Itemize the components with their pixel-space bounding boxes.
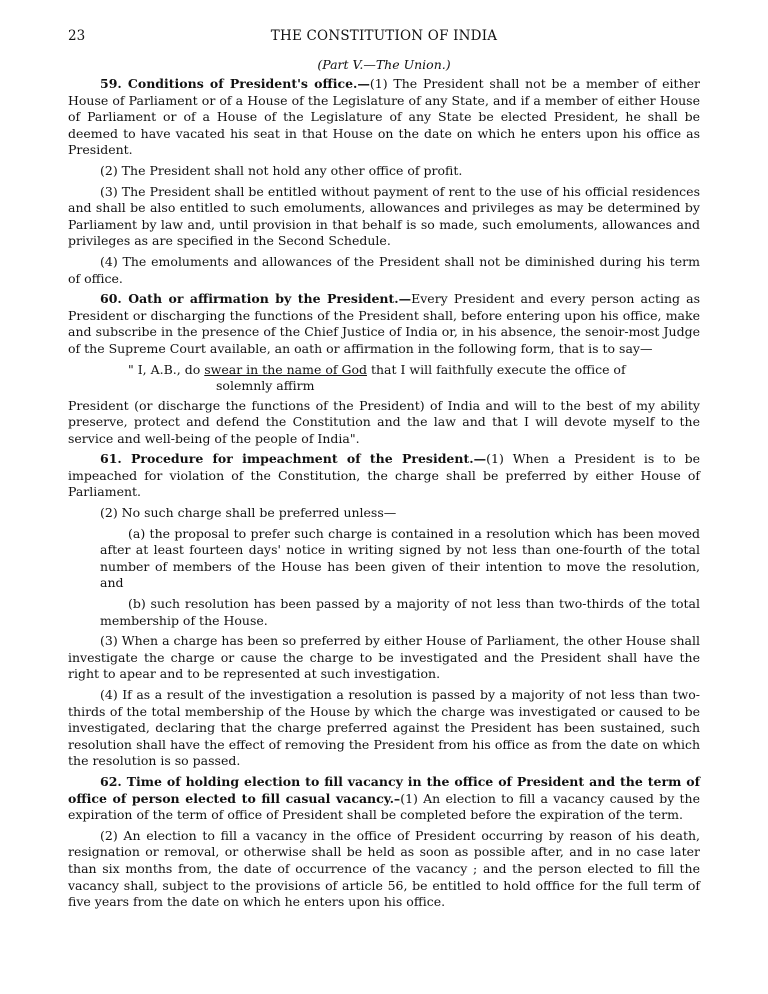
oath-continuation: President (or discharge the functions of the President) of India and will to the best of my ability preserve, protect and defend the Constitution and the law and that I will devote myself to the service and well-being of the people of India".	[68, 397, 700, 446]
oath-prefix: " I, A.B., do	[128, 361, 201, 377]
article-59-clause-2: (2) The President shall not hold any other office of profit.	[100, 162, 463, 178]
article-60-heading: 60. Oath or affirmation by the President.—	[100, 291, 412, 307]
article-59-heading: 59. Conditions of President's office.—	[100, 76, 370, 91]
article-61-clause-2: (2) No such charge shall be preferred unless—	[100, 505, 397, 521]
page-header	[68, 22, 700, 44]
oath-rest: that I will faithfully execute the office of	[370, 361, 626, 377]
oath-line	[128, 362, 700, 377]
article-62-clause-2: (2) An election to fill a vacancy in the office of President occurring by reason of his death, resignation or removal, or otherwise shall be held as soon as possible after, and in no case later than six months from, the date of occurrence of the vacancy ; and the person elected to fill the vacancy shall, subject to the provisions of article 56, be entitled to hold offfice for the full term of five years from the date on which he enters upon his office.	[68, 827, 700, 910]
article-59-clause-4: (4) The emoluments and allowances of the President shall not be diminished during his term of office.	[68, 253, 700, 286]
running-title: THE CONSTITUTION OF INDIA	[270, 28, 498, 44]
article-59-clause-3: (3) The President shall be entitled without payment of rent to the use of his official residences and shall be also entitled to such emoluments, allowances and privileges as may be determined by Parliament by law and, until provision in that behalf is so made, such emoluments, allowances and privileges as are specified in the Second Schedule.	[68, 183, 700, 249]
article-62-heading: 62. Time of holding election to fill vacancy in the office of President and the term of office of person elected to fill casual vacancy.–	[68, 773, 700, 806]
article-61-clause-1	[68, 451, 700, 501]
article-61-clause-4: (4) If as a result of the investigation a resolution is passed by a majority of not less than two-thirds of the total membership of the House by which the charge was investigated or caused to be investigated, declaring that the charge preferred against the President has been sustained, such resolution shall have the effect of removing the President from his office as from the date on which the resolution is so passed.	[68, 687, 700, 769]
article-61-heading: 61. Procedure for impeachment of the President.—	[100, 451, 487, 467]
part-subtitle: (Part V.—The Union.)	[317, 57, 451, 72]
article-59-clause-1-text: (1) The President shall not be a member of either House of Parliament or of a House of the Legislature of any State, and if a member of either House of Parliament or of a House of the Legislature of any State be elected President, he shall be deemed to have vacated his seat in that House on the date on which he enters upon his office as President.	[68, 76, 700, 158]
article-59-clause-1	[68, 76, 700, 159]
oath-form	[68, 362, 700, 398]
article-61-subclause-a: (a) the proposal to prefer such charge is contained in a resolution which has been moved after at least fourteen days' notice in writing signed by not less than one-fourth of the total number of members of the House has been given of their intention to move the resolution, and	[100, 525, 700, 591]
article-61-clause-1-text: (1) When a President is to be impeached for violation of the Constitution, the charge shall be preferred by either House of Parliament.	[68, 451, 701, 500]
article-60-body-text: Every President and every person acting as President or discharging the functions of the President shall, before entering upon his office, make and subscribe in the presence of the Chief Justice of India or, in his absence, the senoir-most Judge of the Supreme Court available, an oath or affirmation in the following form, that is to say—	[68, 291, 700, 356]
article-60-body	[68, 291, 700, 357]
oath-swear: swear in the name of God	[204, 361, 367, 377]
page-number: 23	[68, 28, 86, 44]
article-61-clause-3: (3) When a charge has been so preferred by either House of Parliament, the other House shall investigate the charge or cause the charge to be investigated and the President shall have the right to apear and to be represented at such investigation.	[68, 633, 700, 682]
article-62-clause-1	[68, 774, 700, 824]
article-61-subclause-b: (b) such resolution has been passed by a majority of not less than two-thirds of the total membership of the House.	[100, 596, 700, 628]
oath-affirm: solemnly affirm	[216, 377, 315, 393]
article-62-clause-1-text: (1) An election to fill a vacancy caused by the expiration of the term of office of President shall be completed before the expiration of the term.	[68, 790, 700, 823]
